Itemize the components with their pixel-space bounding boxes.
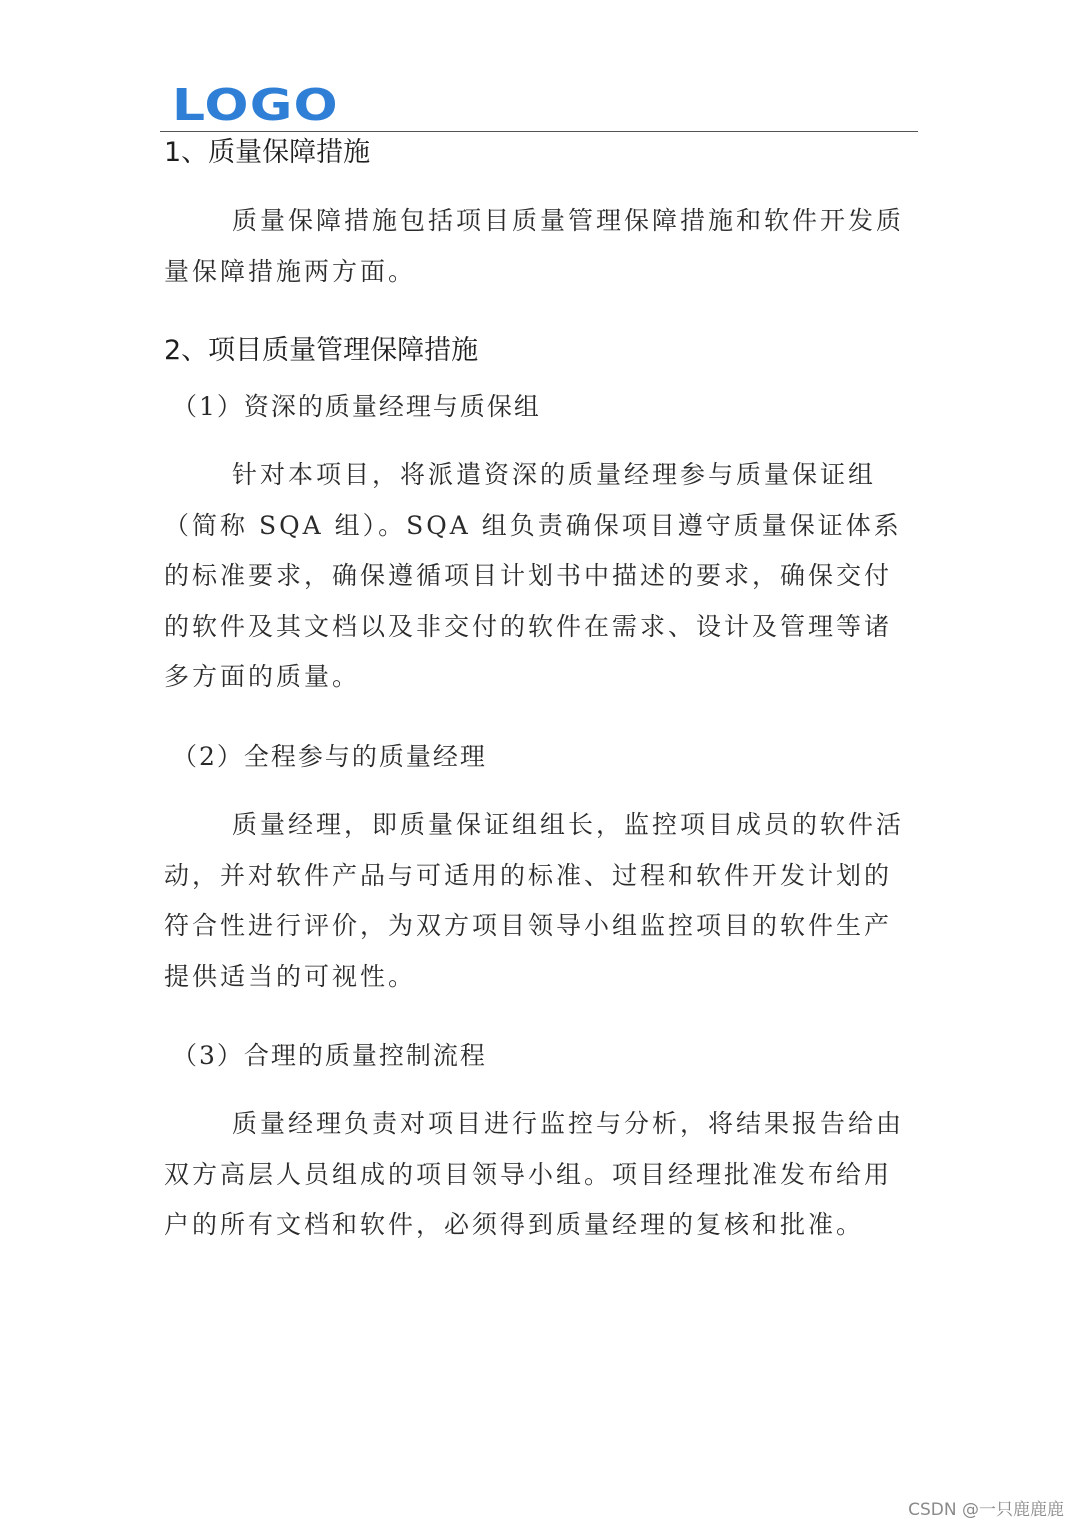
subsection-1-paragraph: 针对本项目，将派遣资深的质量经理参与质量保证组（简称 SQA 组）。SQA 组负责确保项目遵守质量保证体系的标准要求，确保遵循项目计划书中描述的要求，确保交付的软件及其文档以及非交付的软件在需求、设计及管理等诸多方面的质量。: [164, 460, 902, 692]
section-heading-1: 1、质量保障措施: [164, 137, 371, 168]
subsection-title-3: （3）合理的质量控制流程: [172, 1041, 487, 1070]
subsection-3-paragraph: 质量经理负责对项目进行监控与分析，将结果报告给由双方高层人员组成的项目领导小组。项目经理批准发布给用户的所有文档和软件，必须得到质量经理的复核和批准。: [164, 1109, 905, 1240]
header-divider: [160, 131, 918, 132]
logo: LOGO: [172, 80, 339, 131]
subsection-title-1: （1）资深的质量经理与质保组: [172, 392, 541, 421]
subsection-2-paragraph: 质量经理，即质量保证组组长，监控项目成员的软件活动，并对软件产品与可适用的标准、过程和软件开发计划的符合性进行评价，为双方项目领导小组监控项目的软件生产提供适当的可视性。: [164, 810, 905, 991]
section-1-paragraph: 质量保障措施包括项目质量管理保障措施和软件开发质量保障措施两方面。: [164, 206, 905, 286]
watermark: CSDN @一只鹿鹿鹿: [908, 1500, 1064, 1520]
section-heading-2: 2、项目质量管理保障措施: [164, 335, 479, 366]
subsection-title-2: （2）全程参与的质量经理: [172, 742, 487, 771]
